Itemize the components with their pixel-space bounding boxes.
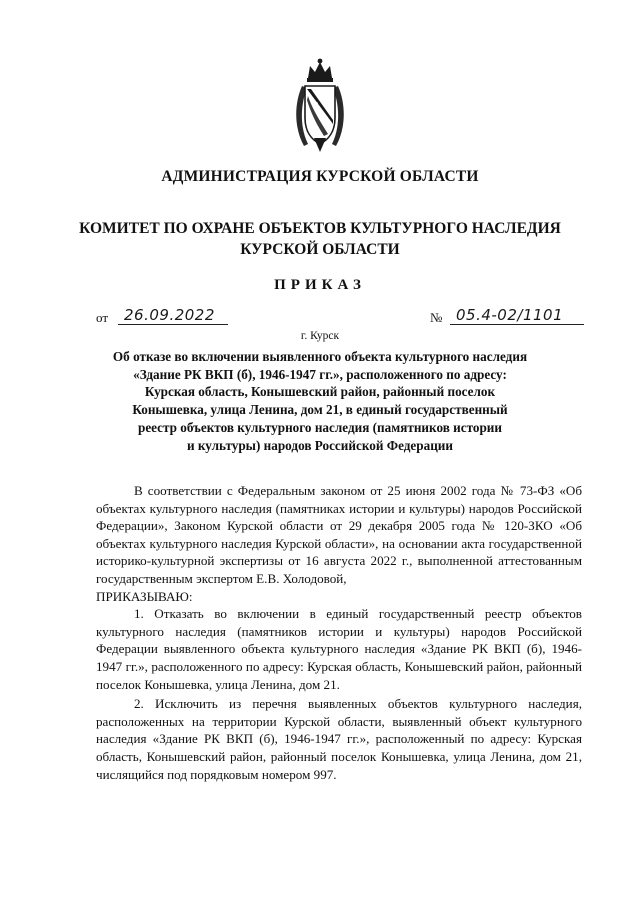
committee-title-line: КУРСКОЙ ОБЛАСТИ bbox=[240, 241, 400, 258]
document-date: 26.09.2022 bbox=[118, 306, 228, 325]
coat-of-arms-icon bbox=[288, 56, 352, 156]
subject-line: и культуры) народов Российской Федерации bbox=[187, 437, 453, 453]
order-item-1: 1. Отказать во включении в единый государственный реестр объектов культурного наследия (памятников истории и культуры) народов Российской Федерации выявленного объекта культурного наследия «Здание РК ВКП (б), 1946-1947 гг.», расположенного по адресу: Курская область, Конышевский район, районный поселок Конышевка, улица Ленина, дом 21. bbox=[96, 606, 582, 692]
date-label: от bbox=[96, 310, 109, 325]
administration-title: АДМИНИСТРАЦИЯ КУРСКОЙ ОБЛАСТИ bbox=[161, 168, 479, 185]
order-item-2: 2. Исключить из перечня выявленных объектов культурного наследия, расположенных на территории Курской области, выявленный объект культурного наследия «Здание РК ВКП (б), 1946-1947 гг.», расположенный по адресу: Курская область, Конышевский район, районный поселок Конышевка, улица Ленина, дом 21, числящийся под порядковым номером 997. bbox=[96, 696, 582, 782]
subject-line: Об отказе во включении выявленного объекта культурного наследия bbox=[112, 349, 528, 364]
issue-city: г. Курск bbox=[300, 330, 340, 342]
preamble-paragraph: В соответствии с Федеральным законом от 25 июня 2002 года № 73-ФЗ «Об объектах культурного наследия (памятниках истории и культуры) народов Российской Федерации», Законом Курской области от 29 декабря 2005 года № 120-ЗКО «Об объектах культурного наследия Курской области», на основании акта государственной историко-культурной экспертизы от 16 августа 2022 г., выполненной аттестованным государственным экспертом Е.В. Холодовой, bbox=[96, 483, 582, 586]
order-title: ПРИКАЗ bbox=[274, 277, 366, 293]
document-meta-row bbox=[96, 306, 578, 330]
document-number: 05.4-02/1101 bbox=[450, 306, 584, 325]
subject-line: Конышевка, улица Ленина, дом 21, в единый государственный bbox=[132, 402, 508, 418]
subject-line: реестр объектов культурного наследия (памятников истории bbox=[137, 419, 503, 435]
order-body bbox=[96, 482, 582, 783]
order-subject bbox=[60, 348, 580, 454]
committee-title bbox=[60, 218, 580, 260]
subject-line: «Здание РК ВКП (б), 1946-1947 гг.», расположенного по адресу: bbox=[133, 366, 507, 382]
committee-title-line: КОМИТЕТ ПО ОХРАНЕ ОБЪЕКТОВ КУЛЬТУРНОГО НАСЛЕДИЯ bbox=[79, 220, 561, 237]
number-label: № bbox=[430, 310, 443, 325]
order-word: ПРИКАЗЫВАЮ: bbox=[96, 588, 193, 604]
subject-line: Курская область, Конышевский район, районный поселок bbox=[144, 384, 496, 400]
